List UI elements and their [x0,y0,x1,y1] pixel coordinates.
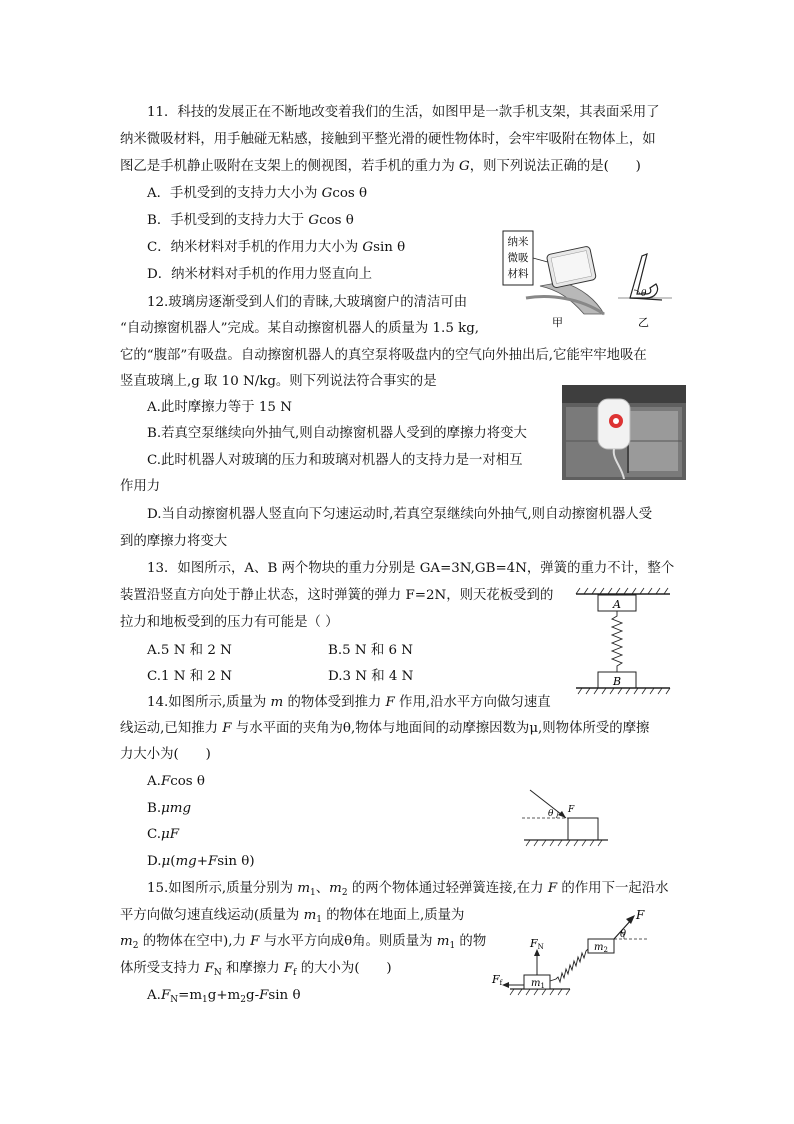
ground-hatch [526,840,602,846]
spring [550,949,588,982]
q13-line1: 13．如图所示，A、B 两个物块的重力分别是 GA=3N,GB=4N，弹簧的重力不计，整个 [147,561,675,576]
f-label: F [636,908,645,922]
force-arrowhead [558,811,566,818]
q14-figure [520,786,610,848]
theta-label: θ [641,289,647,299]
q13-option-b: B.5 N 和 6 N [328,643,413,658]
q15-line1: 15.如图所示,质量分别为 $m_1$、$m_2$ 的两个物体通过轻弹簧连接,在力 F 的作用下一起沿水 [147,881,669,898]
applied-force-arrowhead [626,915,635,924]
q14-option-c: C.μF [147,827,180,842]
block-a-label: A [613,598,621,611]
block-b-label: B [612,675,622,688]
q11-option-b: B．手机受到的支持力大于 Gcos θ [147,213,354,228]
label-box-line3: 材料 [507,268,529,280]
q11-option-a: A．手机受到的支持力大小为 Gcos θ [147,186,368,201]
q13-option-c: C.1 N 和 2 N [147,669,232,684]
q14-line3: 力大小为( ) [120,747,211,762]
force-label: F [568,805,575,815]
q13-option-d: D.3 N 和 4 N [328,669,414,684]
m1-label: $m_1$ [531,978,545,990]
q12-option-d-line1: D.当自动擦窗机器人竖直向下匀速运动时,若真空泵继续向外抽气,则自动擦窗机器人受 [147,507,653,522]
caption-yi: 乙 [638,316,649,328]
q14-option-b: B.μmg [147,801,192,816]
q15-line2: 平方向做匀速直线运动(质量为 $m_1$ 的物体在地面上,质量为 [120,908,465,925]
caption-jia: 甲 [552,316,563,328]
spring [612,611,622,672]
q14-option-d: D.μ(mg+Fsin θ) [147,854,255,869]
ceiling-hatch [576,588,668,594]
theta-label: θ [548,809,554,819]
q12-option-c-line2: 作用力 [120,479,161,494]
fn-label: FN [530,937,544,951]
q12-option-d-line2: 到的摩擦力将变大 [120,534,228,549]
friction-arrowhead [502,982,509,988]
q11-line3: 图乙是手机静止吸附在支架上的侧视图，若手机的重力为 G，则下列说法正确的是( ) [120,159,641,174]
q15-figure [490,905,655,997]
label-box-line2: 微吸 [507,252,529,264]
floor-hatch [578,688,670,694]
q12-option-b: B.若真空泵继续向外抽气,则自动擦窗机器人受到的摩擦力将变大 [147,426,527,441]
q11-option-c: C．纳米材料对手机的作用力大小为 Gsin θ [147,240,406,255]
q12-line2: “自动擦窗机器人”完成。某自动擦窗机器人的质量为 1.5 kg, [120,321,480,336]
q13-line3: 拉力和地板受到的压力有可能是（ ） [120,615,339,630]
q12-line3: 它的“腹部”有吸盘。自动擦窗机器人的真空泵将吸盘内的空气向外抽出后,它能牢牢地吸在 [120,348,647,363]
q15-line4: 体所受支持力 $F_N$ 和摩擦力 $F_f$ 的大小为( ) [120,961,392,978]
block [568,818,598,840]
q15-option-a: $A.F_N=m_1g+m_2g$-Fsin θ [147,988,301,1005]
m2-label: $m_2$ [594,942,608,954]
q13-figure [574,586,674,696]
ff-label: Ff [492,973,503,987]
label-box-line1: 纳米 [507,236,529,248]
q12-option-a: A.此时摩擦力等于 15 N [147,400,292,415]
q11-option-d: D．纳米材料对手机的作用力竖直向上 [147,267,372,282]
q11-line1: 11．科技的发展正在不断地改变着我们的生活，如图甲是一款手机支架，其表面采用了 [147,105,660,120]
window-robot-photo [562,385,686,480]
q12-line1: 12.玻璃房逐渐受到人们的青睐,大玻璃窗户的清洁可由 [147,295,468,310]
q14-option-a: A.Fcos θ [147,774,205,789]
q14-line1: 14.如图所示,质量为 m 的物体受到推力 F 作用,沿水平方向做匀速直 [147,695,551,710]
q11-line2: 纳米微吸材料，用手触碰无粘感，接触到平整光滑的硬性物体时，会牢牢吸附在物体上，如 [120,132,656,147]
q15-line3: $m_2$ 的物体在空中),力 F 与水平方向成θ角。则质量为 $m_1$ 的物 [120,934,487,951]
q13-option-a: A.5 N 和 2 N [147,643,232,658]
q12-option-c-line1: C.此时机器人对玻璃的压力和玻璃对机器人的支持力是一对相互 [147,453,523,468]
theta-label: θ [620,929,627,940]
q13-line2: 装置沿竖直方向处于静止状态，这时弹簧的弹力 F=2N，则天花板受到的 [120,588,554,603]
q14-line2: 线运动,已知推力 F 与水平面的夹角为θ,物体与地面间的动摩擦因数为μ,则物体所受的摩擦 [120,721,650,736]
phone-shape [546,246,596,288]
q11-figure [500,228,690,328]
q12-line4: 竖直玻璃上,g 取 10 N/kg。则下列说法符合事实的是 [120,374,437,389]
